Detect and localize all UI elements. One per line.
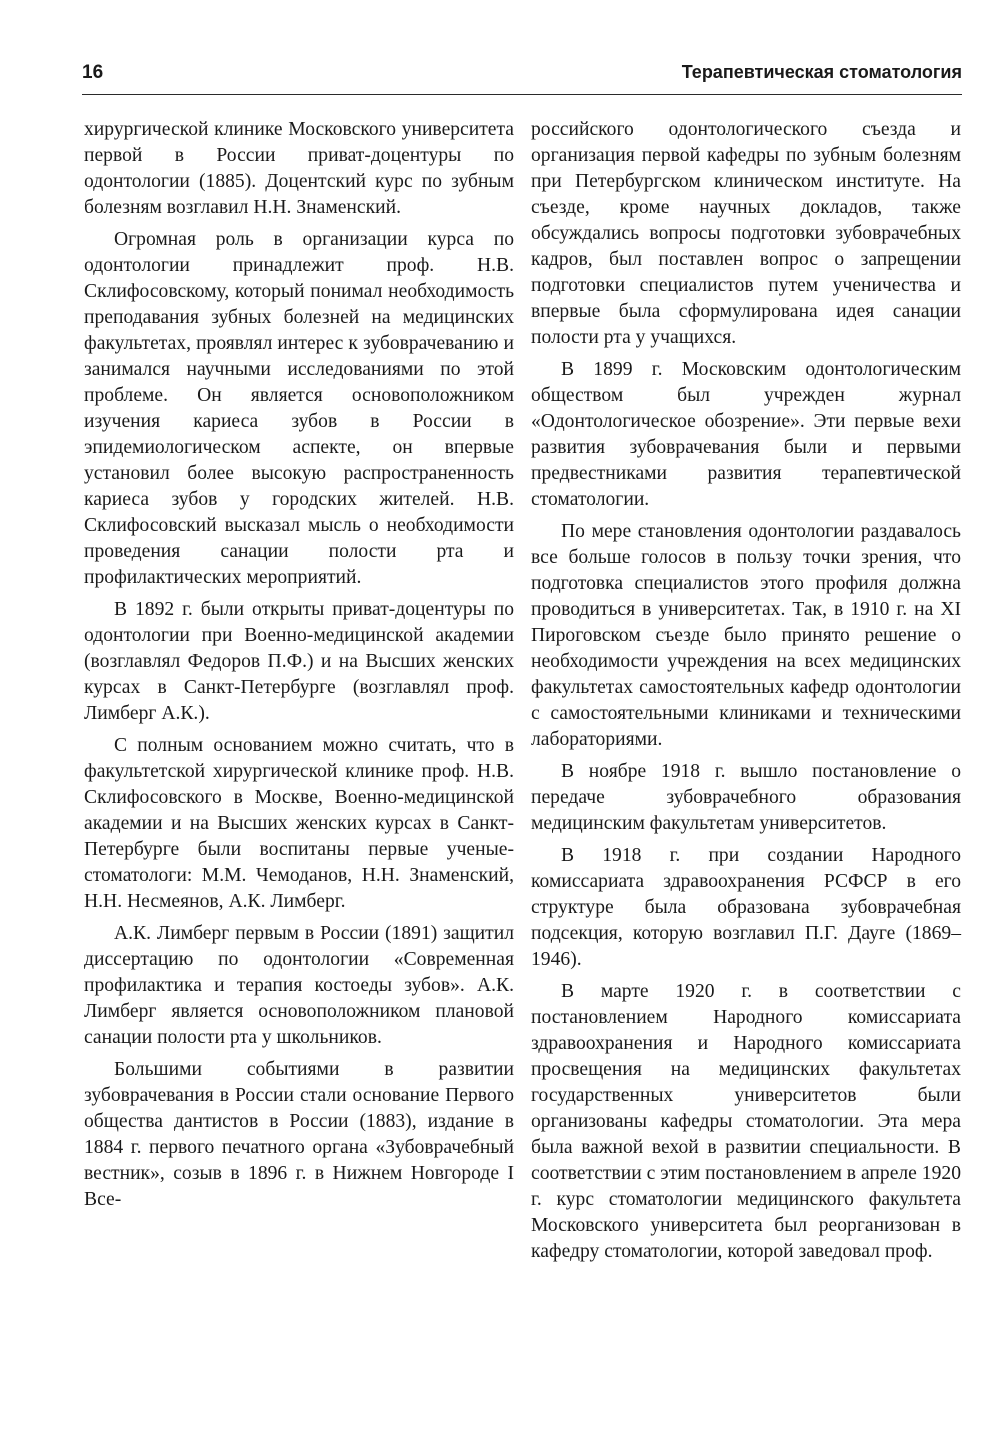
paragraph: В ноябре 1918 г. вышло постановление о передаче зубоврачебного образования медицинским факультетам университетов. [531, 761, 961, 834]
paragraph: хирургической клинике Московского университета первой в России приват-доцентуры по одонтологии (1885). Доцентский курс по зубным болезням возглавил Н.Н. Знаменский. [84, 119, 514, 218]
paragraph: А.К. Лимберг первым в России (1891) защитил диссертацию по одонтологии «Современная профилактика и терапия костоеды зубов». А.К. Лимберг является основоположником плановой санации полости рта у школьников. [84, 923, 514, 1048]
right-column [531, 117, 961, 1271]
paragraph: В 1918 г. при создании Народного комиссариата здравоохранения РСФСР в его структуре была образована зубоврачебная подсекция, которую возглавил П.Г. Дауге (1869–1946). [531, 845, 961, 970]
page-number: 16 [82, 62, 104, 83]
running-title: Терапевтическая стоматология [681, 62, 962, 82]
page-header [82, 60, 962, 95]
paragraph: Большими событиями в развитии зубоврачевания в России стали основание Первого общества дантистов в России (1883), издание в 1884 г. первого печатного органа «Зубоврачебный вестник», созыв в 1896 г. в Нижнем Новгороде I Все- [84, 1059, 514, 1210]
paragraph: российского одонтологического съезда и организация первой кафедры по зубным болезням при Петербургском клиническом институте. На съезде, кроме научных докладов, также обсуждались вопросы подготовки зубоврачебных кадров, был поставлен вопрос о запрещении подготовки специалистов путем ученичества и впервые была сформулирована идея санации полости рта у учащихся. [531, 119, 961, 348]
paragraph: С полным основанием можно считать, что в факультетской хирургической клинике проф. Н.В. Склифосовского в Москве, Военно-медицинской академии и на Высших женских курсах в Санкт-Петербурге были воспитаны первые ученые-стоматологи: М.М. Чемоданов, Н.Н. Знаменский, Н.Н. Несмеянов, А.К. Лимберг. [84, 735, 514, 912]
paragraph: В 1899 г. Московским одонтологическим обществом был учрежден журнал «Одонтологическое обозрение». Эти первые вехи развития зубоврачевания были и первыми предвестниками развития терапевтической стоматологии. [531, 359, 961, 510]
paragraph: В марте 1920 г. в соответствии с постановлением Народного комиссариата здравоохранения и Народного комиссариата просвещения на медицинских факультетах государственных университетов были организованы кафедры стоматологии. Эта мера была важной вехой в развитии специальности. В соответствии с этим постановлением в апреле 1920 г. курс стоматологии медицинского факультета Московского университета был реорганизован в кафедру стоматологии, которой заведовал проф. [531, 981, 961, 1262]
left-column [84, 117, 514, 1219]
paragraph: В 1892 г. были открыты приват-доцентуры по одонтологии при Военно-медицинской академии (возглавлял Федоров П.Ф.) и на Высших женских курсах в Санкт-Петербурге (возглавлял проф. Лимберг А.К.). [84, 599, 514, 724]
paragraph: Огромная роль в организации курса по одонтологии принадлежит проф. Н.В. Склифосовскому, который понимал необходимость преподавания зубных болезней на медицинских факультетах, проявлял интерес к зубоврачеванию и занимался научными исследованиями по этой проблеме. Он является основоположником изучения кариеса зубов в России в эпидемиологическом аспекте, он впервые установил более высокую распространенность кариеса зубов у городских жителей. Н.В. Склифосовский высказал мысль о необходимости проведения санации полости рта и профилактических мероприятий. [84, 229, 514, 588]
paragraph: По мере становления одонтологии раздавалось все больше голосов в пользу точки зрения, что подготовка специалистов этого профиля должна проводиться в университетах. Так, в 1910 г. на XI Пироговском съезде было принято решение о необходимости учреждения на всех медицинских факультетах самостоятельных кафедр одонтологии с самостоятельными клиниками и техническими лабораториями. [531, 521, 961, 750]
